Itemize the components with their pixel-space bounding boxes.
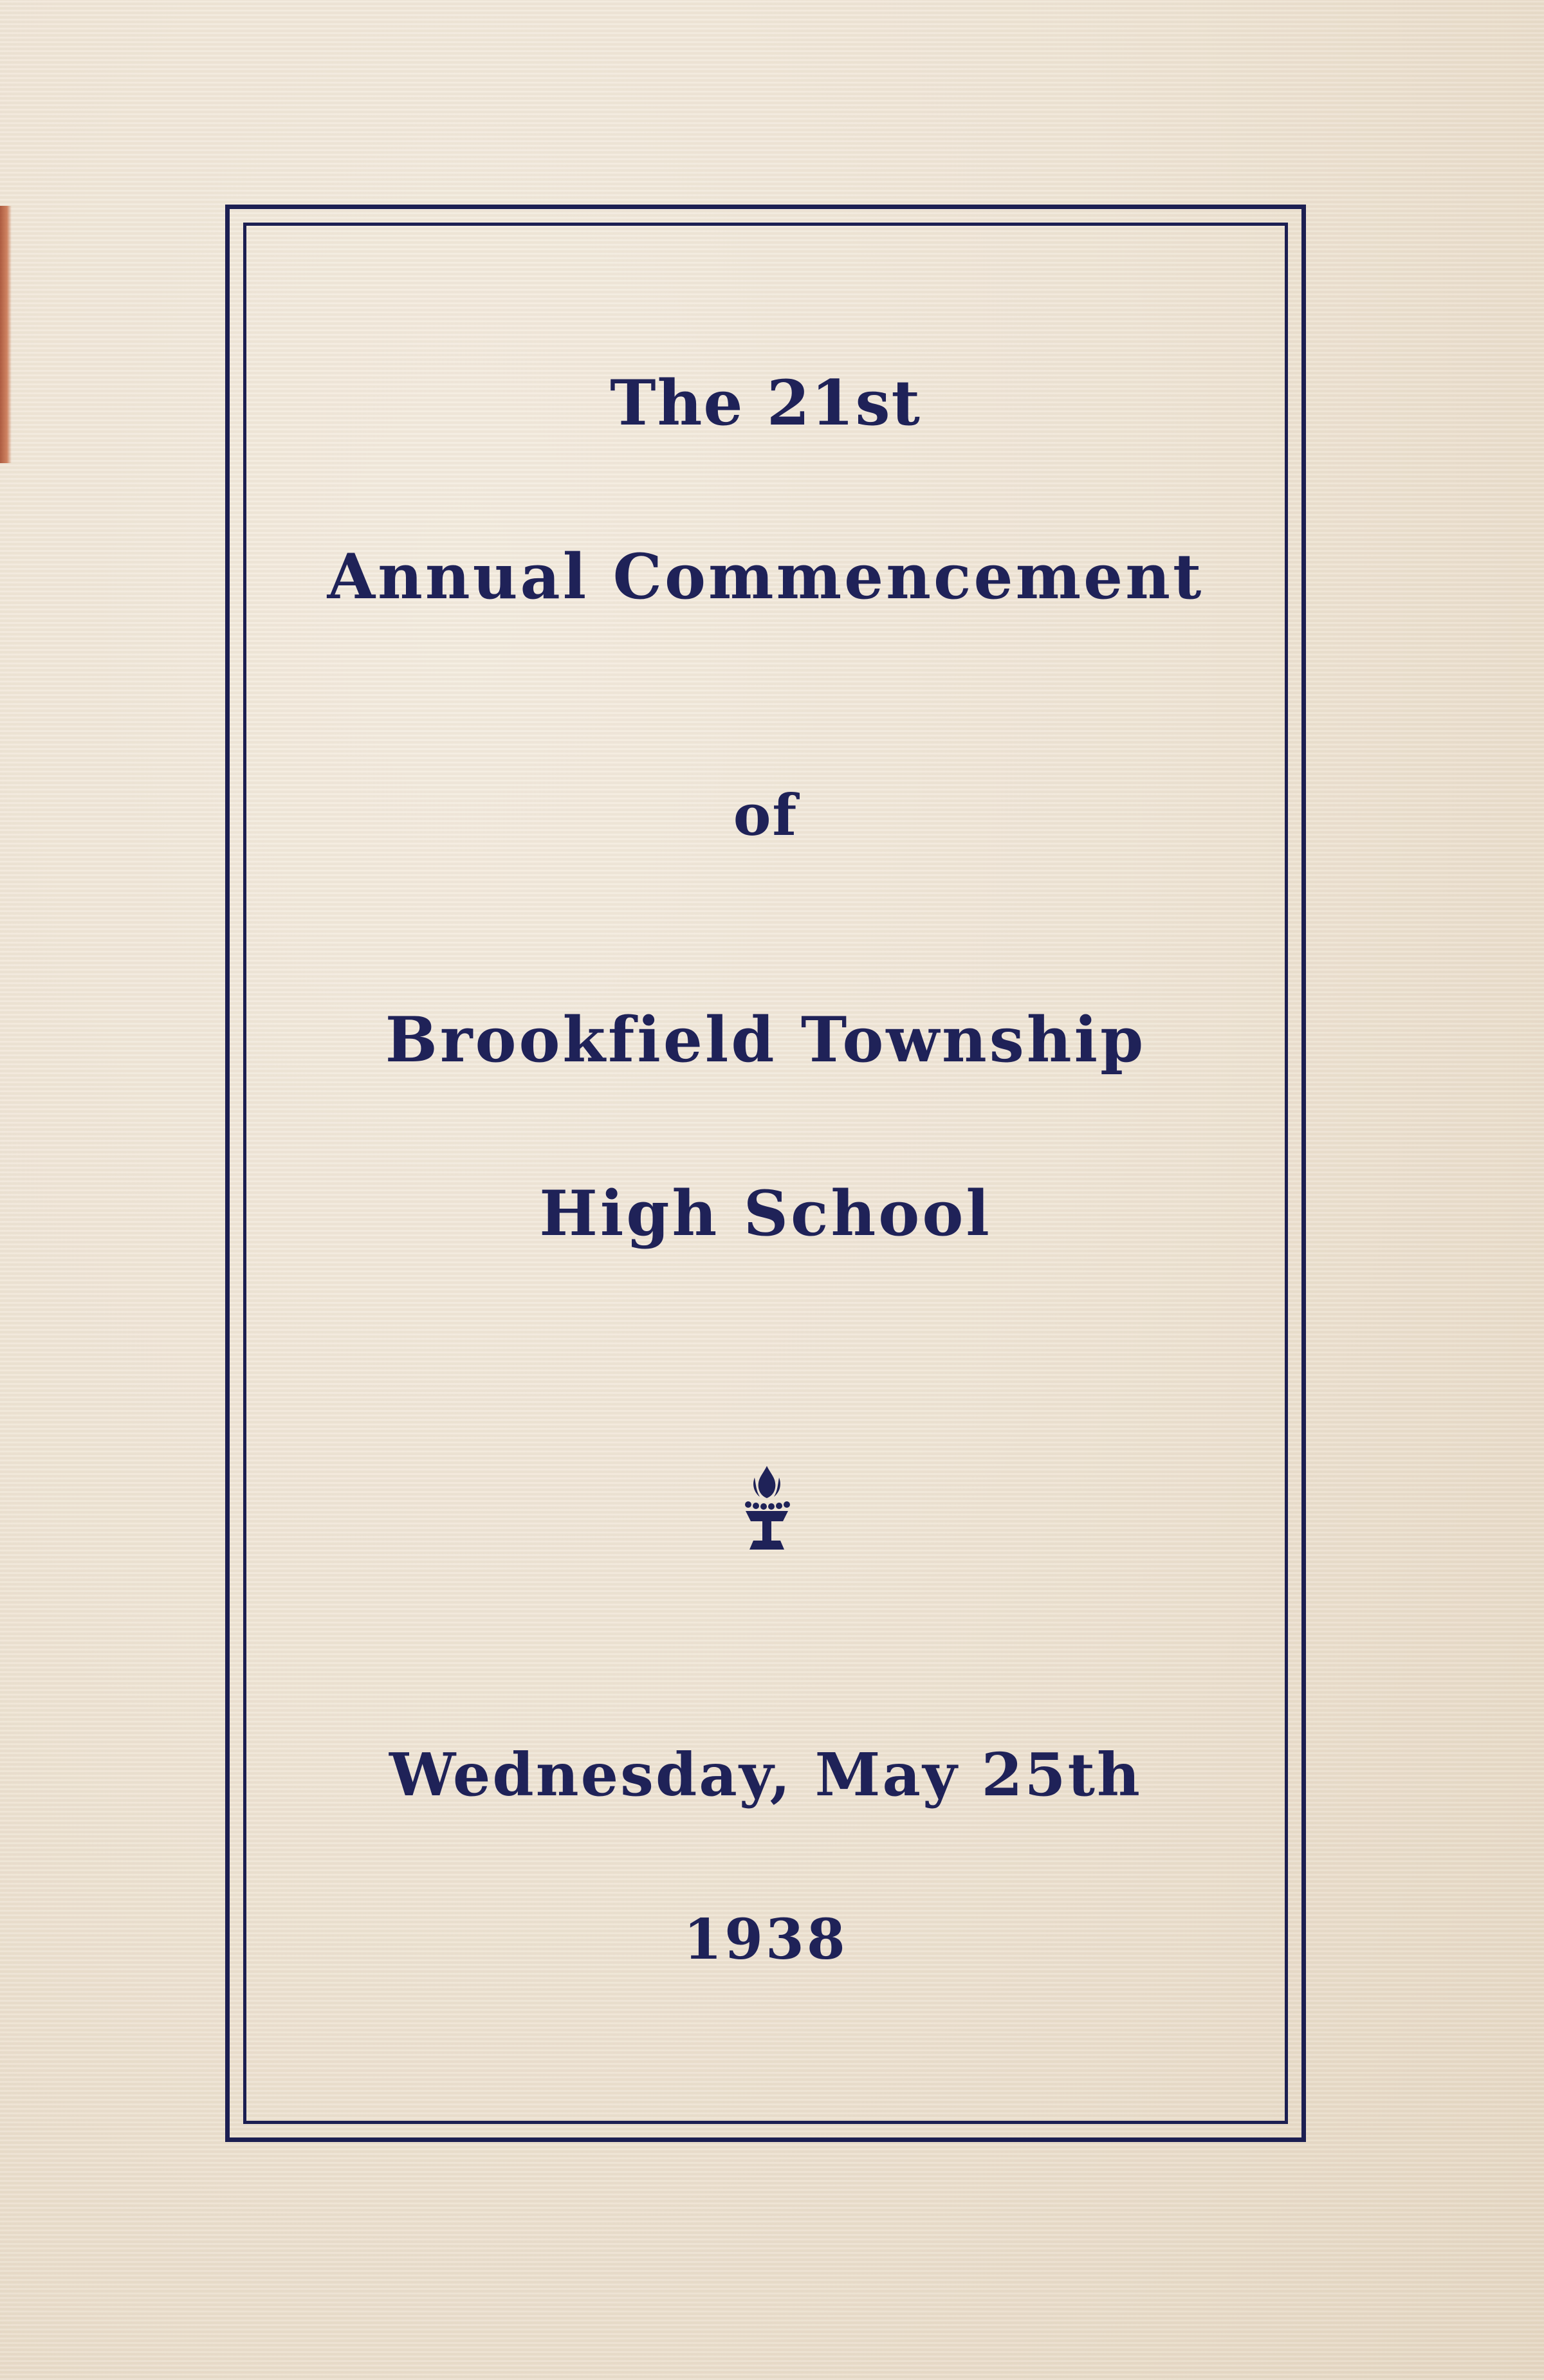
annual-commencement-line: Annual Commencement <box>327 540 1204 613</box>
title-line: The 21st <box>610 367 921 439</box>
school-name-line-2: High School <box>539 1177 992 1250</box>
of-line: of <box>733 782 798 848</box>
inner-border <box>243 223 1288 2124</box>
date-line: Wednesday, May 25th <box>389 1740 1142 1809</box>
torch-icon <box>731 1463 802 1560</box>
year-line: 1938 <box>683 1907 848 1972</box>
school-name-line-1: Brookfield Township <box>385 1003 1146 1076</box>
binding-stain <box>0 206 12 463</box>
